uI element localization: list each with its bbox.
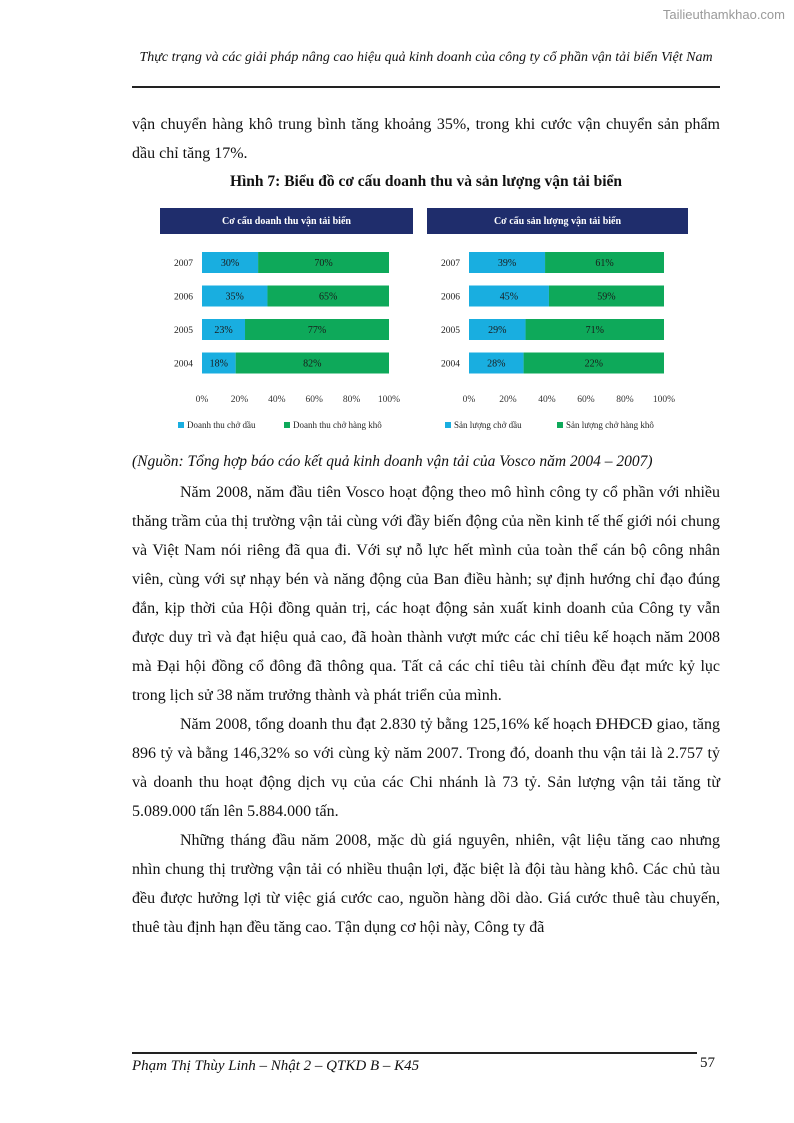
x-tick-label: 100% [652,395,676,405]
x-tick-label: 20% [230,395,249,405]
x-tick-label: 60% [577,395,595,405]
x-tick-label: 80% [616,395,634,405]
header-rule [132,86,720,88]
figure-source-note: (Nguồn: Tổng hợp báo cáo kết quả kinh doanh vận tải của Vosco năm 2004 – 2007) [132,453,653,470]
year-label: 2007 [174,259,193,269]
x-tick-label: 20% [499,395,517,405]
segment-value-label: 61% [595,258,614,269]
volume-structure-chart-svg [427,208,688,434]
year-label: 2004 [174,359,193,370]
segment-value-label: 22% [584,358,603,370]
legend-label: Sản lượng chở dầu [454,420,522,430]
segment-value-label: 35% [225,291,244,303]
x-tick-label: 60% [305,395,323,405]
footer-author: Phạm Thị Thùy Linh – Nhật 2 – QTKD B – K45 [132,1058,420,1074]
year-label: 2005 [174,326,193,336]
footer-rule [132,1052,697,1054]
segment-value-label: 29% [488,325,507,336]
volume-structure-chart [427,208,688,434]
segment-value-label: 70% [314,258,333,269]
segment-value-label: 30% [220,258,240,269]
x-tick-label: 0% [462,395,476,405]
legend-swatch [178,422,184,428]
legend-label: Doanh thu chở dầu [187,420,256,430]
body-text [132,478,720,942]
figure-title: Hình 7: Biểu đồ cơ cấu doanh thu và sản lượng vận tải biển [229,173,623,190]
revenue-structure-chart-svg [160,208,413,434]
segment-value-label: 45% [499,291,519,303]
segment-value-label: 18% [209,358,229,370]
x-tick-label: 40% [538,395,556,405]
chart-title: Cơ cấu doanh thu vận tải biển [222,216,351,227]
segment-value-label: 59% [597,291,616,303]
revenue-structure-chart [160,208,413,434]
x-tick-label: 40% [268,395,286,405]
legend-label: Doanh thu chở hàng khô [293,420,382,430]
legend-swatch [445,422,451,428]
segment-value-label: 39% [497,258,517,269]
intro-paragraph-text: vận chuyển hàng khô trung bình tăng khoảng 35%, trong khi cước vận chuyển sản phẩm dầu chỉ tăng 17%. [132,116,720,162]
segment-value-label: 71% [585,325,604,336]
legend-label: Sản lượng chở hàng khô [566,420,654,430]
x-tick-label: 0% [195,395,209,405]
year-label: 2004 [441,359,460,370]
segment-value-label: 23% [214,325,233,336]
segment-value-label: 82% [303,358,322,370]
legend-swatch [284,422,290,428]
segment-value-label: 65% [319,291,338,303]
year-label: 2007 [441,259,460,269]
watermark: Tailieuthamkhao.com [662,7,785,22]
segment-value-label: 28% [487,358,506,370]
body-paragraph: Những tháng đầu năm 2008, mặc dù giá nguyên, nhiên, vật liệu tăng cao nhưng nhìn chung thị trường vận tải có nhiều thuận lợi, đặc biệt là đội tàu hàng khô. Các chủ tàu đều được hưởng lợi từ việc giá cước cao, nguồn hàng dồi dào. Giá cước thuê tàu chuyến, thuê tàu định hạn đều tăng cao. Tận dụng cơ hội này, Công ty đã [132,832,720,936]
x-tick-label: 80% [342,395,361,405]
body-paragraph: Năm 2008, năm đầu tiên Vosco hoạt động theo mô hình công ty cổ phần với nhiều thăng trầm của thị trường vận tải cùng với đầy biến động của nền kinh tế thế giới nói chung và Việt Nam nói riêng đã qua đi. Với sự nỗ lực hết mình của toàn thể cán bộ công nhân viên, cùng với sự nhạy bén và năng động của Ban điều hành; sự định hướng chỉ đạo đúng đắn, kịp thời của Hội đồng quản trị, các hoạt động sản xuất kinh doanh của Công ty vẫn được duy trì và đạt hiệu quả cao, đã hoàn thành vượt mức các chỉ tiêu kế hoạch năm 2008 mà Đại hội đồng cổ đông đã thông qua. Tất cả các chỉ tiêu tài chính đều đạt mức kỷ lục trong lịch sử 38 năm trưởng thành và phát triển của mình. [132,484,720,704]
year-label: 2005 [441,326,460,336]
page-number: 57 [700,1055,715,1071]
intro-paragraph [132,110,720,168]
legend-swatch [557,422,563,428]
x-tick-label: 100% [377,395,401,405]
year-label: 2006 [174,292,193,303]
chart-title: Cơ cấu sản lượng vận tải biển [493,216,622,227]
body-paragraph: Năm 2008, tổng doanh thu đạt 2.830 tỷ bằng 125,16% kế hoạch ĐHĐCĐ giao, tăng 896 tỷ và bằng 146,32% so với cùng kỳ năm 2007. Trong đó, doanh thu vận tải là 2.757 tỷ và doanh thu hoạt động dịch vụ của các Chi nhánh là 73 tỷ. Sản lượng vận tải tăng từ 5.089.000 tấn lên 5.884.000 tấn. [132,716,720,820]
segment-value-label: 77% [307,325,327,336]
year-label: 2006 [441,292,460,303]
running-header: Thực trạng và các giải pháp nâng cao hiệu quả kinh doanh của công ty cổ phần vận tải biển Việt Nam [139,50,713,65]
